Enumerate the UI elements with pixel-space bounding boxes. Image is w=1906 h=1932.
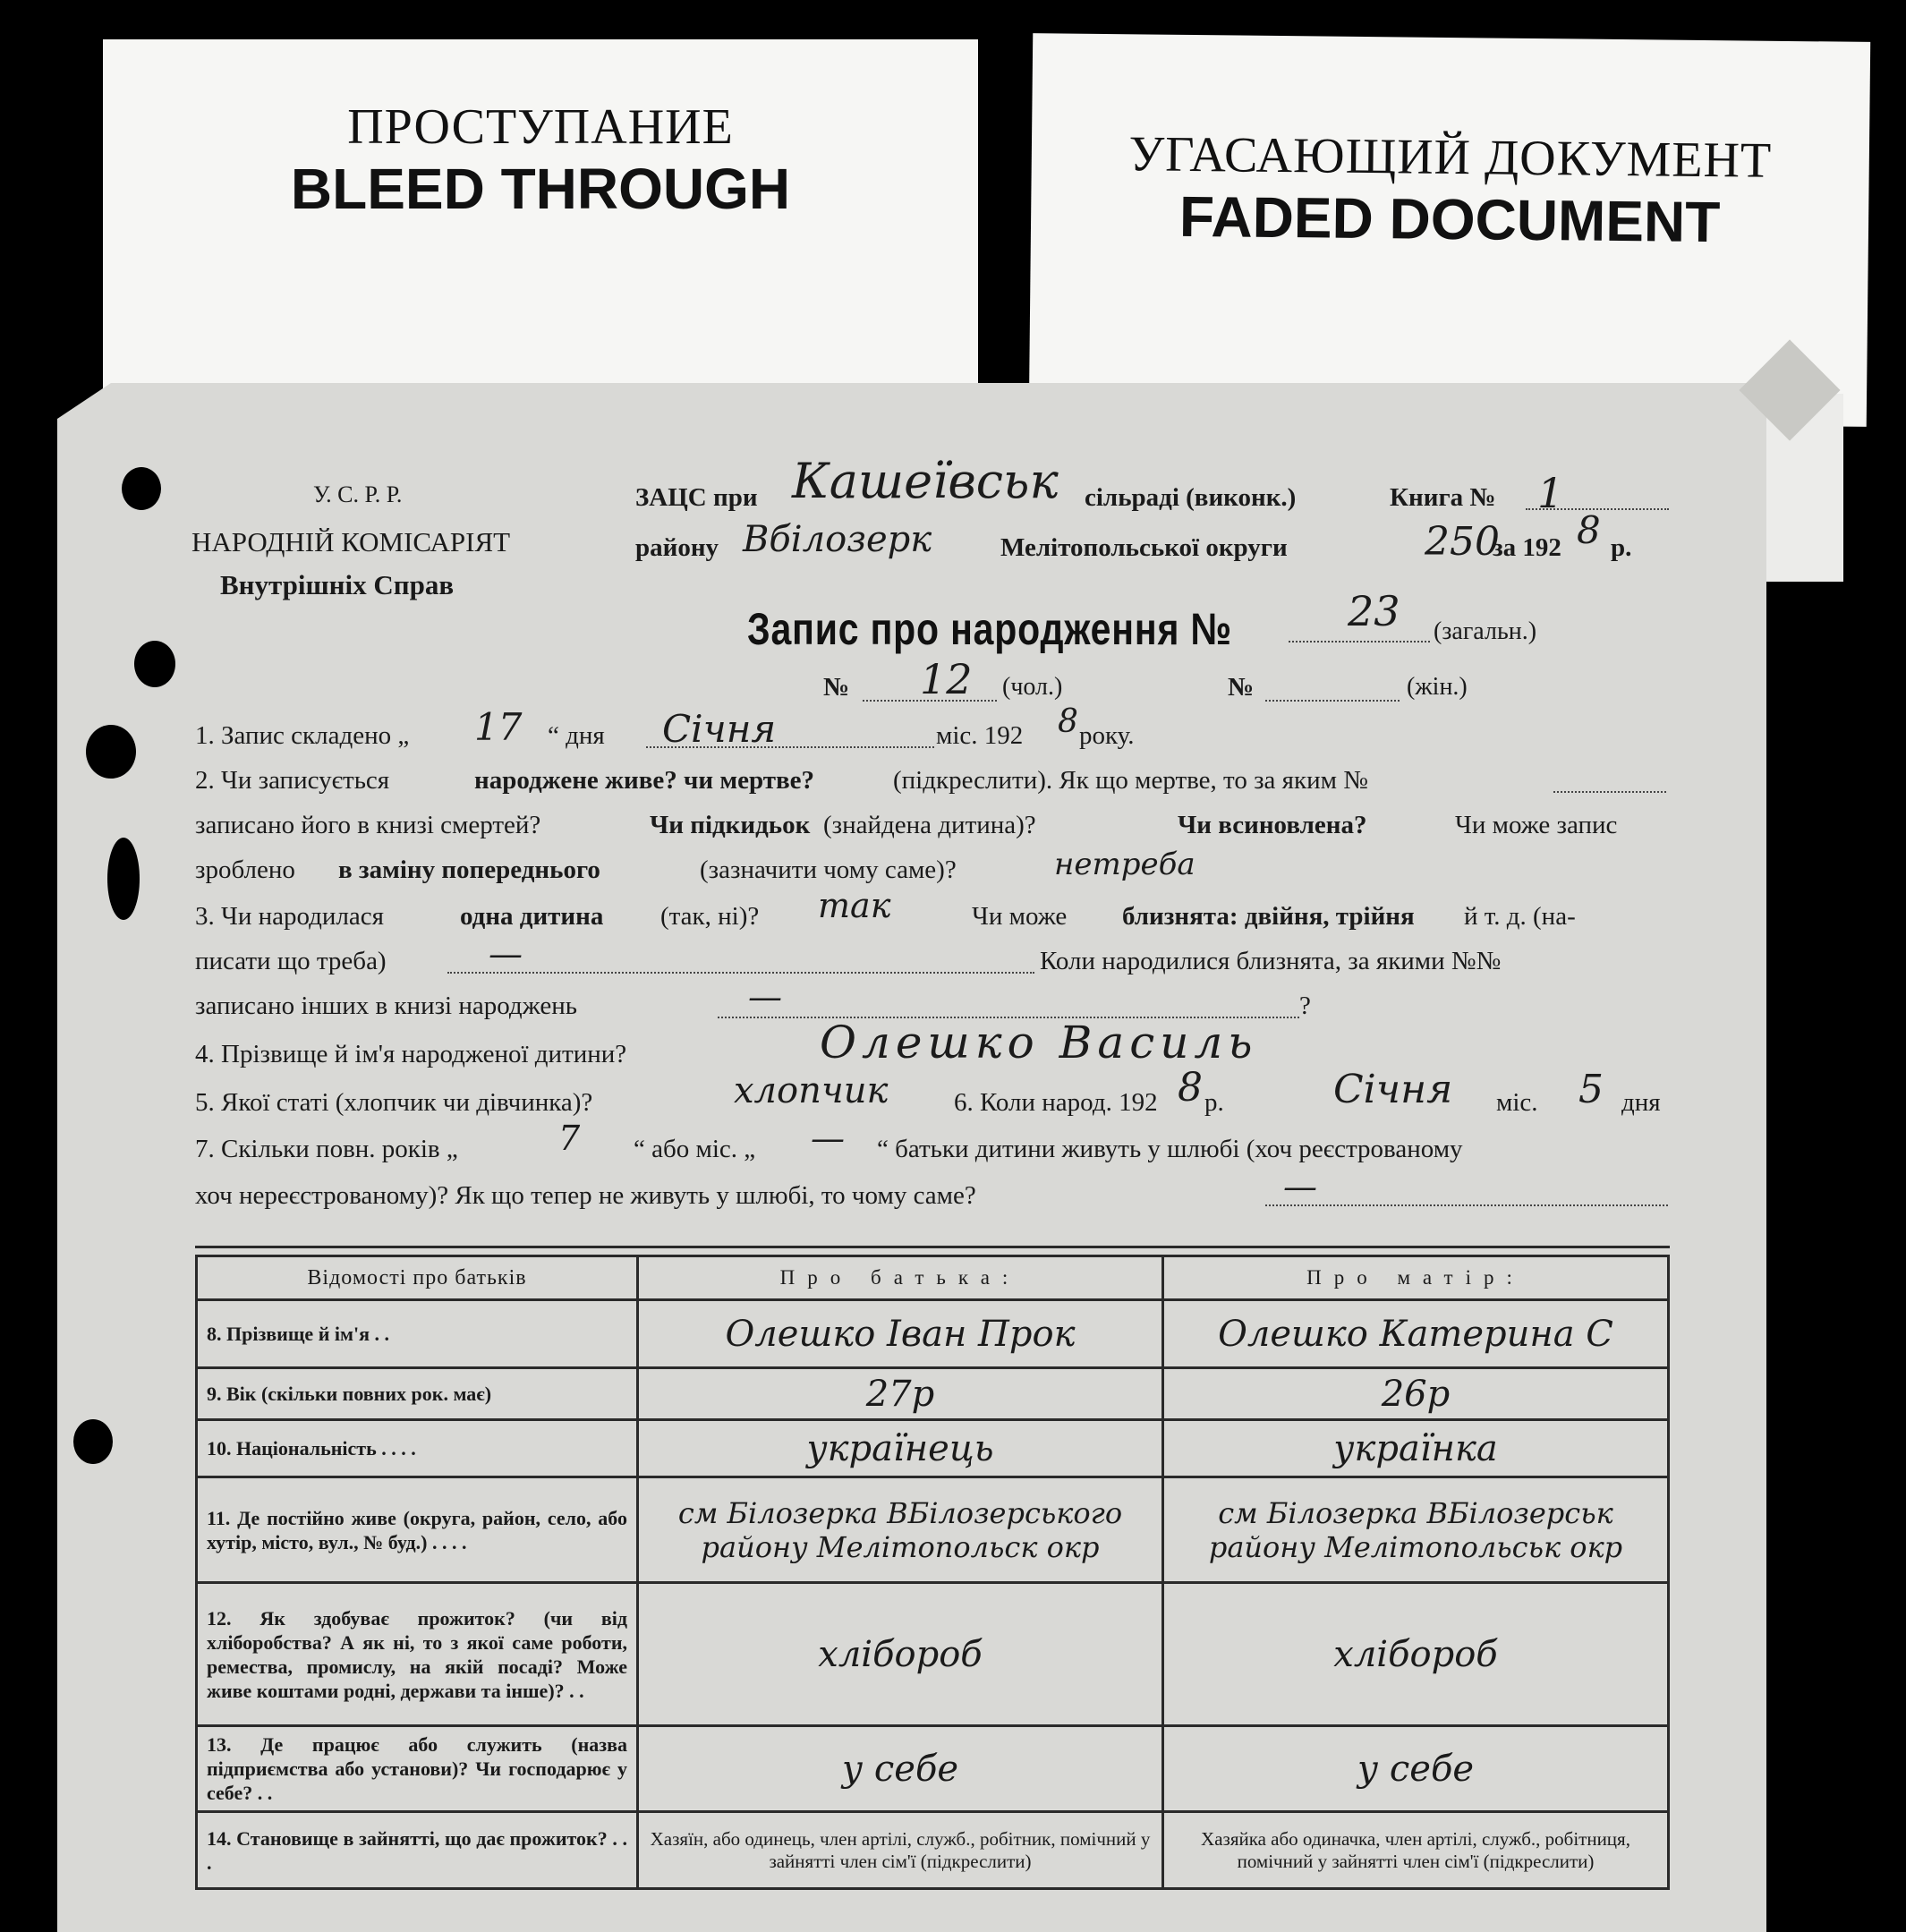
row14-question: 14. Становище в зайнятті, що дає прожиток? . . . bbox=[197, 1812, 638, 1889]
row8-father: Олешко Іван Прок bbox=[638, 1300, 1163, 1368]
item7-years-hw: 7 bbox=[558, 1119, 581, 1158]
item6-d: дня bbox=[1621, 1088, 1661, 1117]
row11-question: 11. Де постійно живе (округа, район, село, або хутір, місто, вул., № буд.) . . . . bbox=[197, 1477, 638, 1583]
item3-l2-a: писати що треба) bbox=[195, 947, 387, 975]
item7-months-hw: — bbox=[811, 1119, 845, 1158]
table-row bbox=[197, 1477, 1669, 1583]
male-number-handwriting: 12 bbox=[920, 655, 973, 703]
row10-mother: українка bbox=[1163, 1420, 1669, 1477]
bleed-through-card bbox=[103, 39, 978, 390]
item3-l1-e: близнята: двійня, трійня bbox=[1122, 902, 1415, 931]
item6-day-hw: 5 bbox=[1578, 1067, 1604, 1112]
item1-dots bbox=[646, 746, 934, 748]
row10-question: 10. Національність . . . . bbox=[197, 1420, 638, 1477]
item7-l2-a: хоч нереєстрованому)? Як що тепер не живуть у шлюбі, то чому саме? bbox=[195, 1181, 976, 1210]
commissariat-label: НАРОДНІЙ КОМІСАРІЯТ bbox=[191, 526, 511, 557]
row9-mother: 26р bbox=[1163, 1368, 1669, 1420]
row10-father: українець bbox=[638, 1420, 1163, 1477]
row8-mother: Олешко Катерина С bbox=[1163, 1300, 1669, 1368]
row13-question: 13. Де працює або служить (назва підприємства або установи)? Чи господарює у себе? . . bbox=[197, 1726, 638, 1812]
faded-document-card bbox=[1029, 33, 1870, 427]
row11-mother: см Білозерка ВБілозерськ району Мелітопольськ окр bbox=[1163, 1477, 1669, 1583]
item2-l3-c: (зазначити чому саме)? bbox=[700, 855, 957, 884]
item4-hw: Олешко Василь bbox=[820, 1017, 1258, 1068]
item6-month-hw: Січня bbox=[1333, 1067, 1453, 1112]
row12-question: 12. Як здобуває прожиток? (чи від хліборобства? А як ні, то з якої саме роботи, ремества, промислу, на якій посаді? Може живе коштами родні, держави та інше)? . . bbox=[197, 1583, 638, 1726]
table-top-rule bbox=[195, 1246, 1670, 1248]
book-handwriting: 1 bbox=[1537, 469, 1564, 517]
zags-suffix: сільраді (виконк.) bbox=[1085, 483, 1297, 512]
zags-handwriting: Кашеївськ bbox=[792, 453, 1059, 509]
district-prefix: району bbox=[635, 533, 719, 562]
item2-l1-c: (підкреслити). Як що мертве, то за яким № bbox=[893, 766, 1368, 795]
item3-l3-hw: — bbox=[748, 977, 782, 1017]
item2-dots bbox=[1553, 791, 1666, 793]
item7-l1-b: “ або міс. „ bbox=[634, 1135, 756, 1163]
general-dots bbox=[1289, 641, 1430, 643]
record-title: Запис про народження № bbox=[747, 604, 1232, 654]
year-suffix: р. bbox=[1611, 533, 1632, 562]
header-father: Про батька: bbox=[638, 1256, 1163, 1300]
row13-father: у себе bbox=[638, 1726, 1163, 1812]
parents-table bbox=[195, 1255, 1670, 1890]
item3-l1-a: 3. Чи народилася bbox=[195, 902, 385, 931]
card-left-ru: ПРОСТУПАНИЕ bbox=[347, 99, 734, 155]
female-dots bbox=[1265, 700, 1400, 702]
header-mother: Про матір: bbox=[1163, 1256, 1669, 1300]
item6-b: р. bbox=[1204, 1088, 1224, 1117]
punch-hole bbox=[107, 838, 140, 920]
row11-father: см Білозерка ВБілозерського району Мелітопольск окр bbox=[638, 1477, 1163, 1583]
item1-year-hw: 8 bbox=[1058, 703, 1078, 740]
year-label: за 192 bbox=[1493, 533, 1561, 562]
item1-b: “ дня bbox=[548, 721, 605, 750]
item5-hw: хлопчик bbox=[734, 1070, 889, 1111]
row12-mother: хлібороб bbox=[1163, 1583, 1669, 1726]
row14-father: Хазяїн, або одинець, член артілі, служб., робітник, помічний у зайнятті член сім'ї (підкреслити) bbox=[638, 1812, 1163, 1889]
item6-year-hw: 8 bbox=[1178, 1065, 1203, 1111]
item6-c: міс. bbox=[1496, 1088, 1538, 1117]
table-row bbox=[197, 1300, 1669, 1368]
item2-l2-c: (знайдена дитина)? bbox=[823, 811, 1036, 839]
card-right-ru: УГАСАЮЩИЙ ДОКУМЕНТ bbox=[1128, 126, 1773, 189]
item1-a: 1. Запис складено „ bbox=[195, 721, 410, 750]
book-label: Книга № bbox=[1390, 483, 1496, 512]
zags-prefix: ЗАЦС при bbox=[635, 483, 758, 512]
item3-l1-c: (так, ні)? bbox=[660, 902, 760, 931]
item3-l2-hw: — bbox=[489, 934, 523, 974]
item2-l1-b: народжене живе? чи мертве? bbox=[474, 766, 815, 795]
item2-l3-b: в заміну попереднього bbox=[338, 855, 600, 884]
card-right-en: FADED DOCUMENT bbox=[1178, 183, 1721, 255]
item7-l1-c: “ батьки дитини живуть у шлюбі (хоч реєстрованому bbox=[877, 1135, 1463, 1163]
item3-l1-b: одна дитина bbox=[460, 902, 604, 931]
usrr-label: У. С. Р. Р. bbox=[313, 481, 403, 507]
table-row bbox=[197, 1368, 1669, 1420]
row9-father: 27р bbox=[638, 1368, 1163, 1420]
row13-mother: у себе bbox=[1163, 1726, 1669, 1812]
item2-l2-b: Чи підкидьок bbox=[650, 811, 811, 839]
punch-hole bbox=[122, 467, 161, 510]
item3-l2-dots bbox=[447, 972, 1034, 974]
male-no-label: № bbox=[823, 673, 850, 702]
margin-handwriting: 250 bbox=[1425, 519, 1500, 565]
punch-hole bbox=[73, 1419, 113, 1464]
table-row bbox=[197, 1812, 1669, 1889]
item3-l1-d: Чи може bbox=[972, 902, 1068, 931]
table-row bbox=[197, 1583, 1669, 1726]
row14-mother: Хазяйка або одиначка, член артілі, служб., робітниця, помічний у зайнятті член сім'ї (підкреслити) bbox=[1163, 1812, 1669, 1889]
card-left-en: BLEED THROUGH bbox=[290, 157, 791, 221]
item4-a: 4. Прізвище й ім'я народженої дитини? bbox=[195, 1040, 627, 1068]
item2-l2-a: записано його в книзі смертей? bbox=[195, 811, 541, 839]
female-label: (жін.) bbox=[1407, 673, 1468, 701]
item6-a: 6. Коли народ. 192 bbox=[954, 1088, 1158, 1117]
item3-l3-b: ? bbox=[1299, 992, 1311, 1020]
item2-l2-e: Чи може запис bbox=[1455, 811, 1618, 839]
item1-month-hw: Січня bbox=[662, 707, 777, 751]
table-header-row bbox=[197, 1256, 1669, 1300]
year-handwriting: 8 bbox=[1577, 508, 1601, 552]
item3-l1-f: й т. д. (на- bbox=[1464, 902, 1576, 931]
district-handwriting: Вбілозерк bbox=[743, 519, 932, 560]
item3-l3-a: записано інших в книзі народжень bbox=[195, 992, 577, 1020]
header-col0: Відомості про батьків bbox=[197, 1256, 638, 1300]
item7-l2-dots bbox=[1265, 1204, 1668, 1206]
punch-hole bbox=[134, 641, 175, 687]
item5-a: 5. Якої статі (хлопчик чи дівчинка)? bbox=[195, 1088, 593, 1117]
female-no-label: № bbox=[1228, 673, 1255, 702]
item2-hw: нетреба bbox=[1054, 847, 1196, 882]
general-number-handwriting: 23 bbox=[1348, 587, 1400, 635]
male-label: (чол.) bbox=[1002, 673, 1063, 701]
item2-l3-a: зроблено bbox=[195, 855, 295, 884]
department-label: Внутрішніх Справ bbox=[220, 569, 455, 600]
item1-c: міс. 192 bbox=[936, 721, 1024, 750]
row9-question: 9. Вік (скільки повних рок. має) bbox=[197, 1368, 638, 1420]
item7-l2-hw: — bbox=[1283, 1167, 1317, 1206]
row12-father: хлібороб bbox=[638, 1583, 1163, 1726]
general-label: (загальн.) bbox=[1434, 617, 1537, 645]
male-dots bbox=[863, 700, 997, 702]
punch-hole bbox=[86, 725, 136, 779]
district-suffix: Мелітопольської округи bbox=[1000, 533, 1288, 562]
row8-question: 8. Прізвище й ім'я . . bbox=[197, 1300, 638, 1368]
item1-d: року. bbox=[1079, 721, 1135, 750]
table-row bbox=[197, 1420, 1669, 1477]
item1-day-hw: 17 bbox=[474, 705, 523, 749]
item2-l1-a: 2. Чи записується bbox=[195, 766, 390, 795]
item2-l2-d: Чи всиновлена? bbox=[1178, 811, 1367, 839]
item7-l1-a: 7. Скільки повн. років „ bbox=[195, 1135, 458, 1163]
item3-hw: так bbox=[818, 886, 891, 925]
item3-l2-b: Коли народилися близнята, за якими №№ bbox=[1040, 947, 1502, 975]
table-row bbox=[197, 1726, 1669, 1812]
